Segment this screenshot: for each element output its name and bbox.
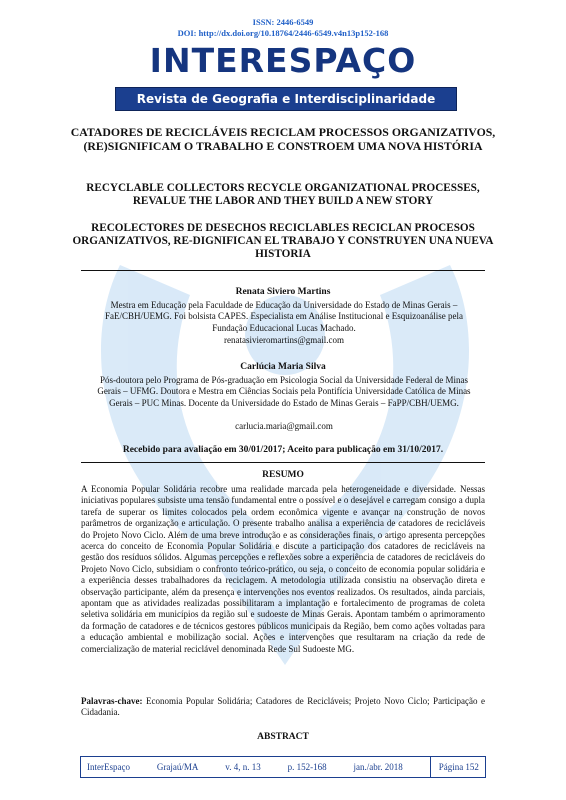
author-name: Carlúcia Maria Silva xyxy=(240,362,326,372)
footer-period: jan./abr. 2018 xyxy=(353,762,403,772)
title-portuguese: CATADORES DE RECICLÁVEIS RECICLAM PROCESSOS ORGANIZATIVOS, (RE)SIGNIFICAM O TRABALHO E CONSTROEM UMA NOVA HISTÓRIA xyxy=(70,125,496,153)
doi-link[interactable]: DOI: http://dx.doi.org/10.18764/2446-6549.v4n13p152-168 xyxy=(177,28,389,38)
footer-volume: v. 4, n. 13 xyxy=(225,762,261,772)
footer-journal: InterEspaço xyxy=(87,762,130,772)
journal-logo-text: INTERESPAÇO xyxy=(149,41,417,80)
journal-subtitle-band: Revista de Geografia e Interdisciplinaridade xyxy=(115,87,457,111)
author-email[interactable]: carlucia.maria@gmail.com xyxy=(235,421,333,431)
divider xyxy=(81,462,485,463)
abstract-heading: ABSTRACT xyxy=(257,732,309,742)
divider xyxy=(81,270,485,271)
footer-pages: p. 152-168 xyxy=(287,762,327,772)
footer-city: Grajaú/MA xyxy=(156,762,199,772)
author-affiliation: Mestra em Educação pela Faculdade de Educação da Universidade do Estado de Minas Gerais – FaE/CBH/UEMG. Foi bolsista CAPES. Especialista em Análise Institucional e Esquizoanálise pela Fundação Educacional Lucas Machado. xyxy=(105,300,463,333)
author-name: Renata Siviero Martins xyxy=(235,287,331,297)
footer-page-number: Página 152 xyxy=(430,756,479,778)
author-affiliation: Pós-doutora pelo Programa de Pós-graduação em Psicologia Social da Universidade Federal de Minas Gerais – UFMG. Doutora e Mestra em Ciências Sociais pela Pontifícia Universidade Católica de Minas Gerais – PUC Minas. Docente da Universidade do Estado de Minas Gerais – FaPP/CBH/UEMG. xyxy=(97,375,471,408)
page-footer xyxy=(80,756,486,778)
author-email[interactable]: renatasivieromartins@gmail.com xyxy=(223,335,344,345)
title-english: RECYCLABLE COLLECTORS RECYCLE ORGANIZATIONAL PROCESSES, REVALUE THE LABOR AND THEY BUILD A NEW STORY xyxy=(86,182,480,207)
resumo-text: A Economia Popular Solidária recobre uma realidade marcada pela heterogeneidade e diversidade. Nessas iniciativas populares subsiste uma tensão fundamental entre o possível e o desejável e carregam consigo a dupla tarefa de superar os limites colocados pela ordem econômica vigente e avançar na construção de novos parâmetros de organização e articulação. O presente trabalho analisa a experiência de catadores de recicláveis do Projeto Novo Ciclo. Além de uma breve introdução e as considerações finais, o artigo apresenta percepções acerca do conceito de Economia Popular Solidária e discute a participação dos catadores de recicláveis na gestão dos resíduos sólidos. Algumas percepções e reflexões sobre a experiência de catadores de recicláveis do Projeto Novo Ciclo, subsidiam o confronto teórico-prático, ou seja, o conceito de economia popular solidária e a experiência desses trabalhadores da reciclagem. A metodologia utilizada consistiu na observação direta e observação participante, além da presença e intervenções nos eventos realizados. Os resultados, ainda parciais, apontam que as atividades realizadas possibilitaram a implantação e fortalecimento de programas de coleta seletiva solidária em municípios da região sul e sudoeste de Minas Gerais. Apontam também o aprimoramento da formação de catadores e de técnicos gestores públicos municipais da Região, bem como ações voltadas para a educação ambiental e mobilização social. Ações e intervenções que resultaram na criação da rede de comercialização de material reciclável denominada Rede Sul Sudoeste MG. xyxy=(81,484,485,654)
issn-text: ISSN: 2446-6549 xyxy=(252,17,314,27)
keywords-text: Economia Popular Solidária; Catadores de Recicláveis; Projeto Novo Ciclo; Participação e Cidadania. xyxy=(81,696,485,718)
keywords xyxy=(81,696,485,719)
received-accepted-dates: Recebido para avaliação em 30/01/2017; Aceito para publicação em 31/10/2017. xyxy=(122,445,444,455)
keywords-label: Palavras-chave: xyxy=(81,696,143,706)
resumo-heading: RESUMO xyxy=(262,470,304,480)
title-spanish: RECOLECTORES DE DESECHOS RECICLABLES RECICLAN PROCESOS ORGANIZATIVOS, RE-DIGNIFICAN EL TRABAJO Y CONSTRUYEN UNA NUEVA HISTORIA xyxy=(72,222,494,260)
